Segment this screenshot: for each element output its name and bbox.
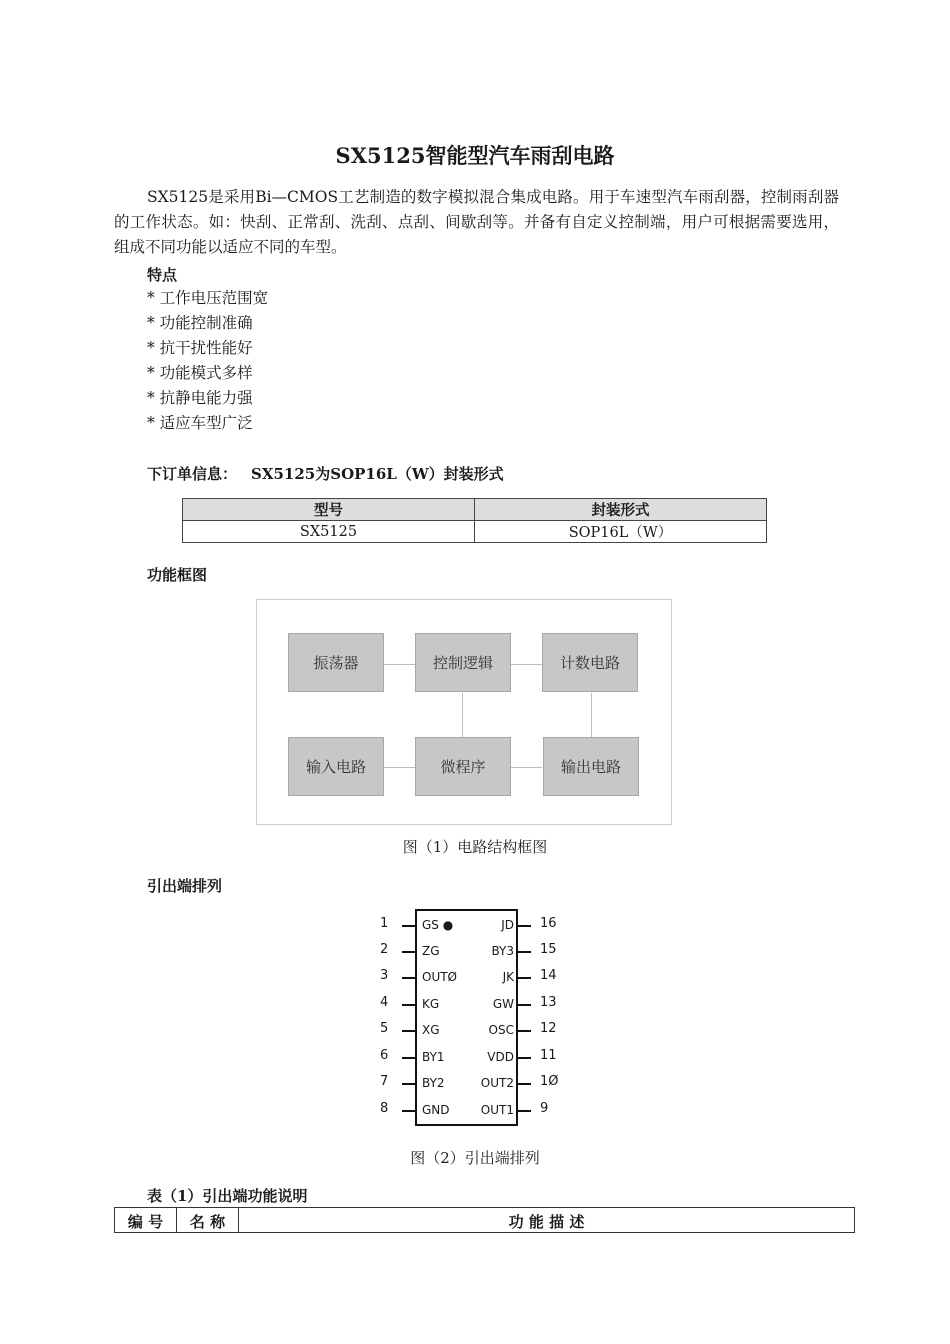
order-text: SX5125为SOP16L（W）封装形式 (251, 465, 504, 483)
pin-lead (518, 1030, 531, 1032)
pin-lead (518, 951, 531, 953)
feature-item: * 抗干扰性能好 (147, 339, 253, 357)
pin-lead (518, 977, 531, 979)
pin-number: 16 (540, 916, 557, 931)
pin-lead (402, 1110, 415, 1112)
pin-name: BY3 (491, 944, 514, 958)
pin-number: 12 (540, 1021, 557, 1036)
pin-lead (402, 977, 415, 979)
pin-name: OUT2 (480, 1076, 514, 1090)
pin-number: 13 (540, 995, 557, 1010)
pin-table-header: 功 能 描 述 (239, 1208, 855, 1233)
pin-lead (402, 1057, 415, 1059)
pin-lead (518, 1110, 531, 1112)
pin-number: 1Ø (540, 1074, 559, 1089)
pin-lead (518, 1083, 531, 1085)
pin-number: 3 (380, 968, 389, 983)
pin-number: 6 (380, 1048, 389, 1063)
pin-lead (518, 925, 531, 927)
pin-lead (402, 1004, 415, 1006)
block-input: 输入电路 (288, 737, 384, 796)
block-diagram-heading: 功能框图 (147, 566, 208, 584)
pin-name: BY2 (422, 1076, 445, 1090)
pin-number: 15 (540, 942, 557, 957)
pin-number: 9 (540, 1101, 549, 1116)
pin-name: JD (501, 918, 514, 932)
pin-name: JK (502, 970, 514, 984)
pin-number: 7 (380, 1074, 389, 1089)
pin-lead (402, 951, 415, 953)
pin-name: ZG (422, 944, 440, 958)
pinout-heading: 引出端排列 (147, 877, 223, 895)
pin-name: OSC (488, 1023, 514, 1037)
pin-table-header: 编 号 (115, 1208, 177, 1233)
pin-number: 4 (380, 995, 389, 1010)
package-table-header: 封装形式 (475, 499, 767, 521)
feature-item: * 工作电压范围宽 (147, 289, 269, 307)
feature-item: * 功能模式多样 (147, 364, 253, 382)
pin-number: 11 (540, 1048, 557, 1063)
intro-paragraph: SX5125是采用Bi—CMOS工艺制造的数字模拟混合集成电路。用于车速型汽车雨刮器，控制雨刮器的工作状态。如：快刮、正常刮、洗刮、点刮、间歇刮等。并备有自定义控制端，用户可根据需要选用，组成不同功能以适应不同的车型。 (114, 188, 839, 256)
pin-number: 2 (380, 942, 389, 957)
pin-lead (518, 1057, 531, 1059)
package-table-cell: SX5125 (183, 521, 475, 543)
block-oscillator: 振荡器 (288, 633, 384, 692)
pin-name: KG (422, 997, 440, 1011)
pin-name: OUTØ (422, 970, 458, 984)
ic-package (415, 909, 518, 1126)
figure2-caption: 图（2）引出端排列 (410, 1149, 540, 1167)
pin-lead (518, 1004, 531, 1006)
pin-name: GS ● (422, 918, 454, 932)
pin-table-heading: 表（1）引出端功能说明 (147, 1187, 308, 1205)
pin-name: GND (422, 1103, 450, 1117)
pin-number: 8 (380, 1101, 389, 1116)
pin-number: 14 (540, 968, 557, 983)
pin-name: BY1 (422, 1050, 445, 1064)
block-output: 输出电路 (543, 737, 639, 796)
pin-name: XG (422, 1023, 440, 1037)
document-title: SX5125智能型汽车雨刮电路 (335, 143, 615, 168)
pin-name: GW (492, 997, 514, 1011)
pin-name: OUT1 (480, 1103, 514, 1117)
feature-item: * 适应车型广泛 (147, 414, 253, 432)
pin-number: 5 (380, 1021, 389, 1036)
pin-number: 1 (380, 916, 389, 931)
block-microprogram: 微程序 (415, 737, 511, 796)
pin-table-header: 名 称 (177, 1208, 239, 1233)
feature-item: * 功能控制准确 (147, 314, 253, 332)
figure1-caption: 图（1）电路结构框图 (402, 838, 548, 856)
package-table-cell: SOP16L（W） (475, 521, 767, 543)
block-control-logic: 控制逻辑 (415, 633, 511, 692)
block-counter: 计数电路 (542, 633, 638, 692)
package-table-header: 型号 (183, 499, 475, 521)
pin-lead (402, 925, 415, 927)
order-label: 下订单信息： (147, 465, 238, 483)
pin-lead (402, 1083, 415, 1085)
pin-name: VDD (487, 1050, 514, 1064)
feature-item: * 抗静电能力强 (147, 389, 253, 407)
pin-function-table (114, 1207, 855, 1233)
features-heading: 特点 (147, 266, 178, 284)
pin-lead (402, 1030, 415, 1032)
